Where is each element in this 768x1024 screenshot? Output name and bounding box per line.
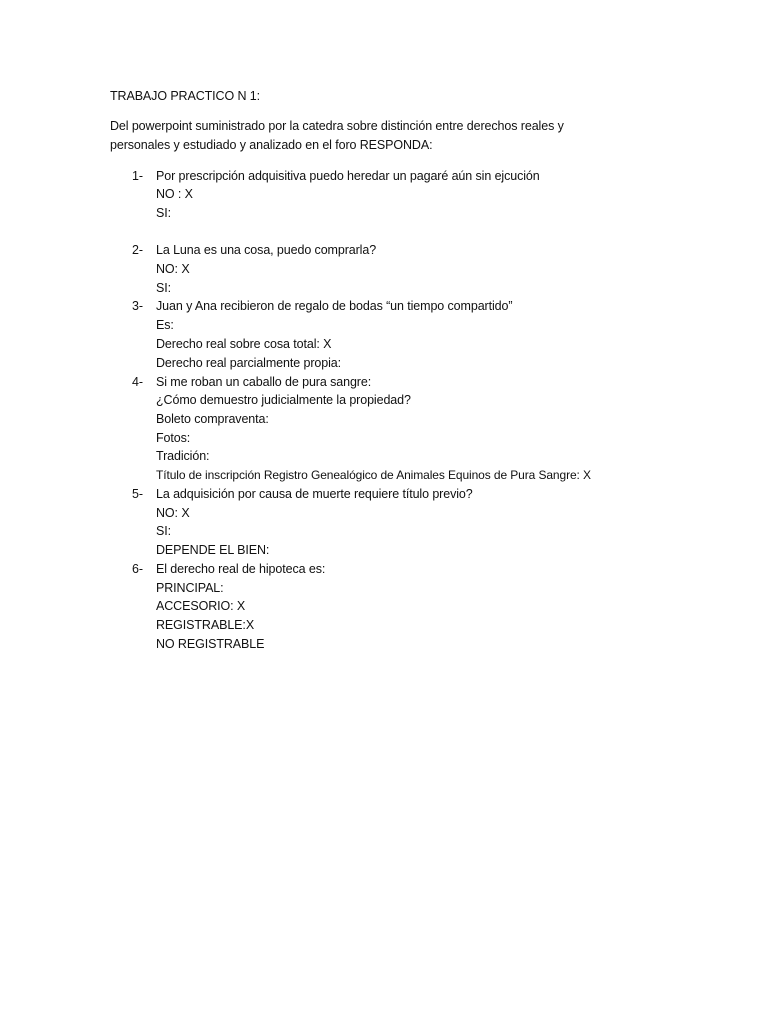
question-text: Si me roban un caballo de pura sangre: (156, 375, 372, 389)
answer-mark: X (323, 337, 332, 351)
question-subtext: Es: (156, 318, 174, 332)
option-label: NO: (156, 262, 178, 276)
question-number: 5- (132, 487, 143, 501)
question-number: 3- (132, 299, 143, 313)
option-label: Título de inscripción Registro Genealógico de Animales Equinos de Pura Sangre: (156, 468, 580, 482)
answer-mark: X (181, 506, 190, 520)
option-label: SI: (156, 281, 171, 295)
option-label: Derecho real parcialmente propia: (156, 356, 341, 370)
option-label: Fotos: (156, 431, 191, 445)
question-text: La adquisición por causa de muerte requiere título previo? (156, 487, 473, 501)
question-subtext: ¿Cómo demuestro judicialmente la propiedad? (156, 393, 411, 407)
question-number: 6- (132, 562, 143, 576)
answer-mark: X (583, 468, 591, 482)
option-label: NO REGISTRABLE (156, 637, 265, 651)
answer-mark: X (236, 599, 246, 613)
question-text: La Luna es una cosa, puedo comprarla? (156, 243, 377, 257)
option-label: Boleto compraventa: (156, 412, 269, 426)
question-number: 2- (132, 243, 143, 257)
question-text: Por prescripción adquisitiva puedo heredar un pagaré aún sin ejcución (156, 169, 540, 183)
option-label: ACCESORIO: (156, 599, 234, 613)
title-text: TRABAJO PRACTICO N 1: (110, 89, 261, 103)
option-label: NO: (156, 506, 178, 520)
option-label: Tradición: (156, 449, 210, 463)
option-label: PRINCIPAL: (156, 581, 224, 595)
question-number: 1- (132, 169, 143, 183)
document-title (110, 87, 260, 105)
answer-mark: X (181, 262, 190, 276)
question-number: 4- (132, 375, 143, 389)
question-text: El derecho real de hipoteca es: (156, 562, 326, 576)
answer-mark: X (184, 187, 193, 201)
intro-line-2: personales y estudiado y analizado en el foro RESPONDA: (110, 138, 433, 152)
option-label: Derecho real sobre cosa total: (156, 337, 320, 351)
option-label: SI: (156, 524, 171, 538)
intro-line-1: Del powerpoint suministrado por la catedra sobre distinción entre derechos reales y (110, 119, 564, 133)
option-label: REGISTRABLE: (156, 618, 246, 632)
answer-mark: X (245, 618, 255, 632)
question-text: Juan y Ana recibieron de regalo de bodas “un tiempo compartido” (156, 299, 513, 313)
option-label: NO : (156, 187, 182, 201)
option-label: SI: (156, 206, 171, 220)
option-label: DEPENDE EL BIEN: (156, 543, 270, 557)
